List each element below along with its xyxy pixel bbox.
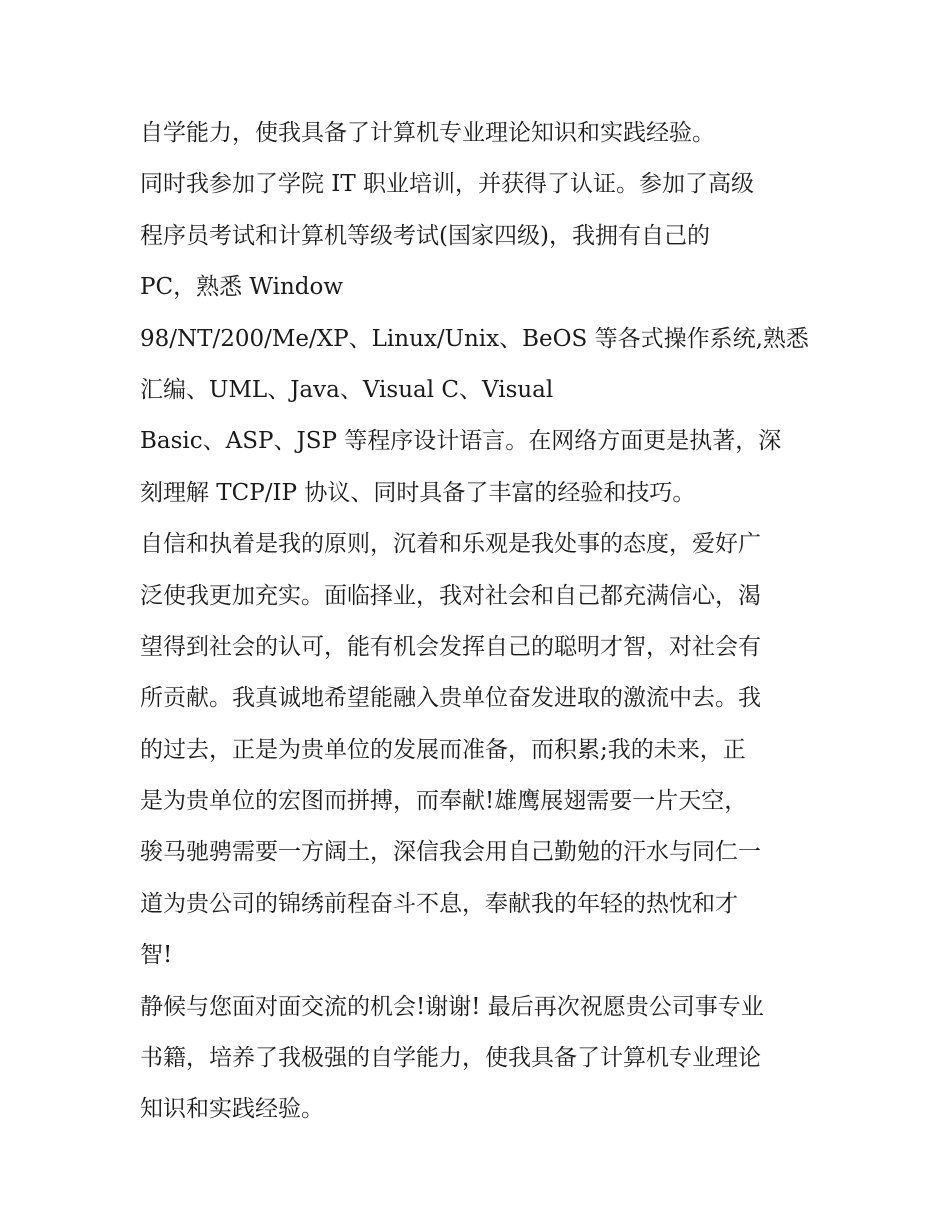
text-line: 汇编、UML、Java、Visual C、Visual [140, 376, 554, 403]
text-line: 泛使我更加充实。面临择业，我对社会和自己都充满信心，渴 [140, 582, 761, 609]
text-line: PC，熟悉 Window [140, 274, 344, 301]
text-line: 刻理解 TCP/IP 协议、同时具备了丰富的经验和技巧。 [140, 479, 696, 506]
text-line: 智! [140, 942, 173, 969]
text-line: 道为贵公司的锦绣前程奋斗不息，奉献我的年轻的热忱和才 [140, 890, 738, 917]
text-line: 书籍，培养了我极强的自学能力，使我具备了计算机专业理论 [140, 1045, 761, 1072]
text-line: 骏马驰骋需要一方阔土，深信我会用自己勤勉的汗水与同仁一 [140, 839, 761, 866]
text-line: 同时我参加了学院 IT 职业培训，并获得了认证。参加了高级 [140, 171, 755, 198]
text-line: 的过去，正是为贵单位的发展而准备，而积累;我的未来，正 [140, 736, 746, 763]
body-text [140, 108, 820, 1136]
text-line: 自信和执着是我的原则，沉着和乐观是我处事的态度，爱好广 [140, 531, 761, 558]
text-line: 程序员考试和计算机等级考试(国家四级)，我拥有自己的 [140, 222, 710, 249]
text-line: 是为贵单位的宏图而拼搏，而奉献!雄鹰展翅需要一片天空， [140, 788, 748, 815]
text-line: Basic、ASP、JSP 等程序设计语言。在网络方面更是执著，深 [140, 428, 782, 455]
text-line: 望得到社会的认可，能有机会发挥自己的聪明才智，对社会有 [140, 633, 761, 660]
text-line: 自学能力，使我具备了计算机专业理论知识和实践经验。 [140, 120, 715, 146]
text-line: 知识和实践经验。 [140, 1096, 324, 1123]
text-line: 98/NT/200/Me/XP、Linux/Unix、BeOS 等各式操作系统,熟悉 [140, 325, 809, 352]
text-line: 所贡献。我真诚地希望能融入贵单位奋发进取的激流中去。我 [140, 685, 761, 712]
text-line: 静候与您面对面交流的机会!谢谢! 最后再次祝愿贵公司事专业 [140, 993, 764, 1020]
